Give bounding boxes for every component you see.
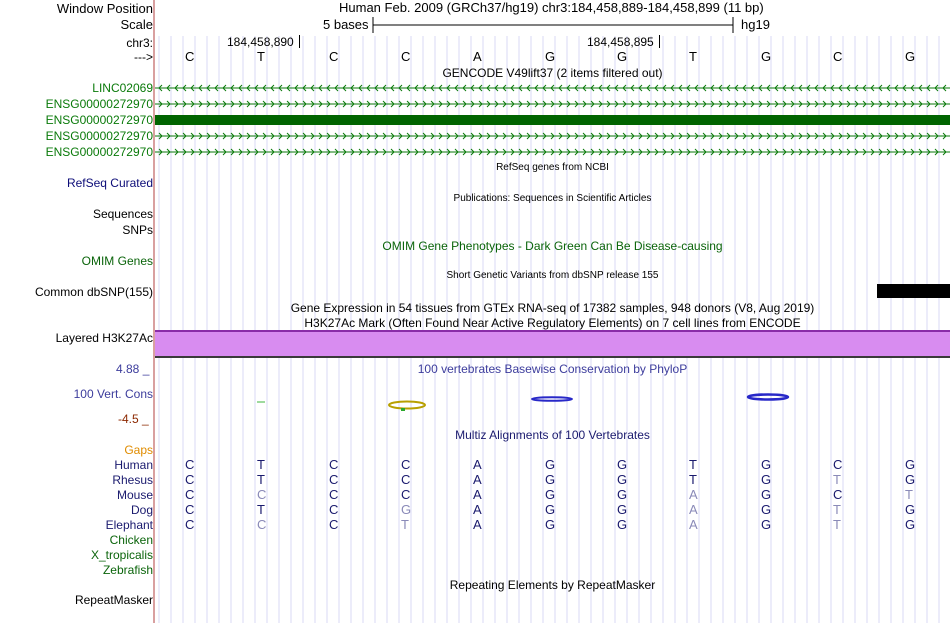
omim-track-title: OMIM Gene Phenotypes - Dark Green Can Be Disease-causing <box>382 239 723 253</box>
aligned-base: G <box>617 517 628 532</box>
aligned-base: T <box>833 517 841 532</box>
aligned-base: G <box>761 487 772 502</box>
snps-track-label[interactable]: SNPs <box>122 223 153 237</box>
repeatmasker-track-label[interactable]: RepeatMasker <box>74 593 153 607</box>
aligned-base: G <box>617 472 628 487</box>
aligned-base: A <box>473 517 482 532</box>
aligned-base: G <box>761 457 772 472</box>
base: A <box>473 49 482 64</box>
aligned-base: C <box>329 502 339 517</box>
phylop-mark <box>389 402 425 409</box>
gencode-row-label[interactable]: ENSG00000272970 <box>45 129 153 143</box>
aligned-base: T <box>257 472 265 487</box>
species-label: Human <box>114 458 153 472</box>
aligned-base: C <box>185 457 195 472</box>
gaps-label: Gaps <box>124 443 153 457</box>
reference-bases <box>155 49 950 65</box>
aligned-base: C <box>401 457 411 472</box>
assembly-position-title: Human Feb. 2009 (GRCh37/hg19) chr3:184,458,889-184,458,899 (11 bp) <box>339 0 764 15</box>
aligned-base: T <box>257 502 265 517</box>
aligned-base: C <box>329 457 339 472</box>
h3k27ac-signal[interactable] <box>155 330 950 358</box>
base: T <box>689 49 697 64</box>
dbsnp-track-label[interactable]: Common dbSNP(155) <box>34 285 153 299</box>
aligned-base: A <box>473 472 482 487</box>
publications-track-title: Publications: Sequences in Scientific Articles <box>453 193 652 204</box>
phylop-mark <box>748 395 788 400</box>
base: C <box>329 49 339 64</box>
aligned-base: G <box>545 487 556 502</box>
aligned-base: A <box>473 487 482 502</box>
phylop-logo[interactable] <box>155 388 950 418</box>
position-tick-1: 184,458,890 <box>227 35 294 49</box>
chr-label: chr3: <box>126 36 153 50</box>
multiz-track-title: Multiz Alignments of 100 Vertebrates <box>455 428 650 442</box>
base: G <box>905 49 916 64</box>
dbsnp-variant-feature[interactable] <box>877 284 950 298</box>
gencode-features[interactable] <box>155 80 950 160</box>
aligned-base: C <box>185 502 195 517</box>
aligned-base: G <box>545 502 556 517</box>
species-label: X_tropicalis <box>90 548 153 562</box>
phylop-mark <box>401 408 405 411</box>
aligned-base: G <box>761 517 772 532</box>
aligned-base: C <box>329 472 339 487</box>
refseq-track-label[interactable]: RefSeq Curated <box>66 176 153 190</box>
gene-feature <box>155 115 950 125</box>
scale-db-text: hg19 <box>741 17 770 32</box>
aligned-base: C <box>833 457 843 472</box>
aligned-base: T <box>401 517 409 532</box>
aligned-base: T <box>689 472 697 487</box>
gencode-row-label[interactable]: ENSG00000272970 <box>45 113 153 127</box>
species-label: Elephant <box>105 518 153 532</box>
species-label: Dog <box>130 503 153 517</box>
base: G <box>617 49 628 64</box>
gencode-row-label[interactable]: ENSG00000272970 <box>45 145 153 159</box>
aligned-base: A <box>689 487 698 502</box>
species-label: Chicken <box>109 533 153 547</box>
aligned-base: G <box>617 457 628 472</box>
repeatmasker-track-title: Repeating Elements by RepeatMasker <box>449 578 656 592</box>
position-tick-2: 184,458,895 <box>587 35 654 49</box>
aligned-base: G <box>617 502 628 517</box>
aligned-base: G <box>545 472 556 487</box>
aligned-base: C <box>185 517 195 532</box>
aligned-base: A <box>689 517 698 532</box>
aligned-base: G <box>905 517 916 532</box>
species-label: Rhesus <box>112 473 153 487</box>
scale-bar-text: 5 bases <box>323 17 369 32</box>
base: C <box>833 49 843 64</box>
refseq-track-title: RefSeq genes from NCBI <box>496 162 609 173</box>
aligned-base: G <box>545 457 556 472</box>
aligned-base: G <box>761 502 772 517</box>
aligned-base: C <box>833 487 843 502</box>
scale-label: Scale <box>120 17 153 32</box>
gene-feature <box>155 149 950 155</box>
aligned-base: C <box>257 487 267 502</box>
aligned-base: G <box>761 472 772 487</box>
phylop-mark <box>532 397 572 401</box>
aligned-base: C <box>401 472 411 487</box>
aligned-base: G <box>617 487 628 502</box>
aligned-base: G <box>401 502 412 517</box>
phylop-track-title: 100 vertebrates Basewise Conservation by PhyloP <box>417 362 688 376</box>
strand-arrow-label: ---> <box>134 50 153 64</box>
species-label: Mouse <box>116 488 153 502</box>
base: T <box>257 49 265 64</box>
aligned-base: A <box>689 502 698 517</box>
aligned-base: T <box>257 457 265 472</box>
gene-feature <box>155 133 950 139</box>
h3k27ac-track-label[interactable]: Layered H3K27Ac <box>55 331 153 345</box>
gencode-row-label[interactable]: ENSG00000272970 <box>45 97 153 111</box>
aligned-base: C <box>329 487 339 502</box>
aligned-base: T <box>689 457 697 472</box>
aligned-base: A <box>473 502 482 517</box>
dbsnp-track-title: Short Genetic Variants from dbSNP release 155 <box>446 270 659 281</box>
aligned-base: C <box>401 487 411 502</box>
gencode-track-title: GENCODE V49lift37 (2 items filtered out) <box>442 66 663 80</box>
omim-track-label[interactable]: OMIM Genes <box>81 254 153 268</box>
aligned-base: C <box>185 472 195 487</box>
aligned-base: C <box>185 487 195 502</box>
aligned-base: G <box>545 517 556 532</box>
aligned-base: G <box>905 472 916 487</box>
h3k27ac-track-title: H3K27Ac Mark (Often Found Near Active Regulatory Elements) on 7 cell lines from ENCODE <box>304 316 801 330</box>
position-tick-2-mark <box>659 35 660 48</box>
aligned-base: C <box>257 517 267 532</box>
window-position-label: Window Position <box>56 1 153 16</box>
aligned-base: C <box>329 517 339 532</box>
base: C <box>185 49 195 64</box>
aligned-base: T <box>833 502 841 517</box>
phylop-max-label: 4.88 _ <box>116 362 150 376</box>
base: G <box>545 49 556 64</box>
gene-feature <box>155 101 950 107</box>
base: C <box>401 49 411 64</box>
aligned-base: G <box>905 457 916 472</box>
aligned-base: T <box>905 487 913 502</box>
sequences-track-label[interactable]: Sequences <box>92 207 153 221</box>
scale-bar <box>368 15 738 35</box>
aligned-base: G <box>905 502 916 517</box>
species-label: Zebrafish <box>102 563 153 577</box>
position-tick-1-mark <box>299 35 300 48</box>
gencode-row-label[interactable]: LINC02069 <box>92 81 153 95</box>
phylop-min-label: -4.5 _ <box>118 412 149 426</box>
base: G <box>761 49 772 64</box>
phylop-track-label[interactable]: 100 Vert. Cons <box>73 387 153 401</box>
aligned-base: T <box>833 472 841 487</box>
gene-feature <box>155 85 950 91</box>
aligned-base: A <box>473 457 482 472</box>
gtex-track-title: Gene Expression in 54 tissues from GTEx RNA-seq of 17382 samples, 948 donors (V8, Aug 2019) <box>290 301 815 315</box>
